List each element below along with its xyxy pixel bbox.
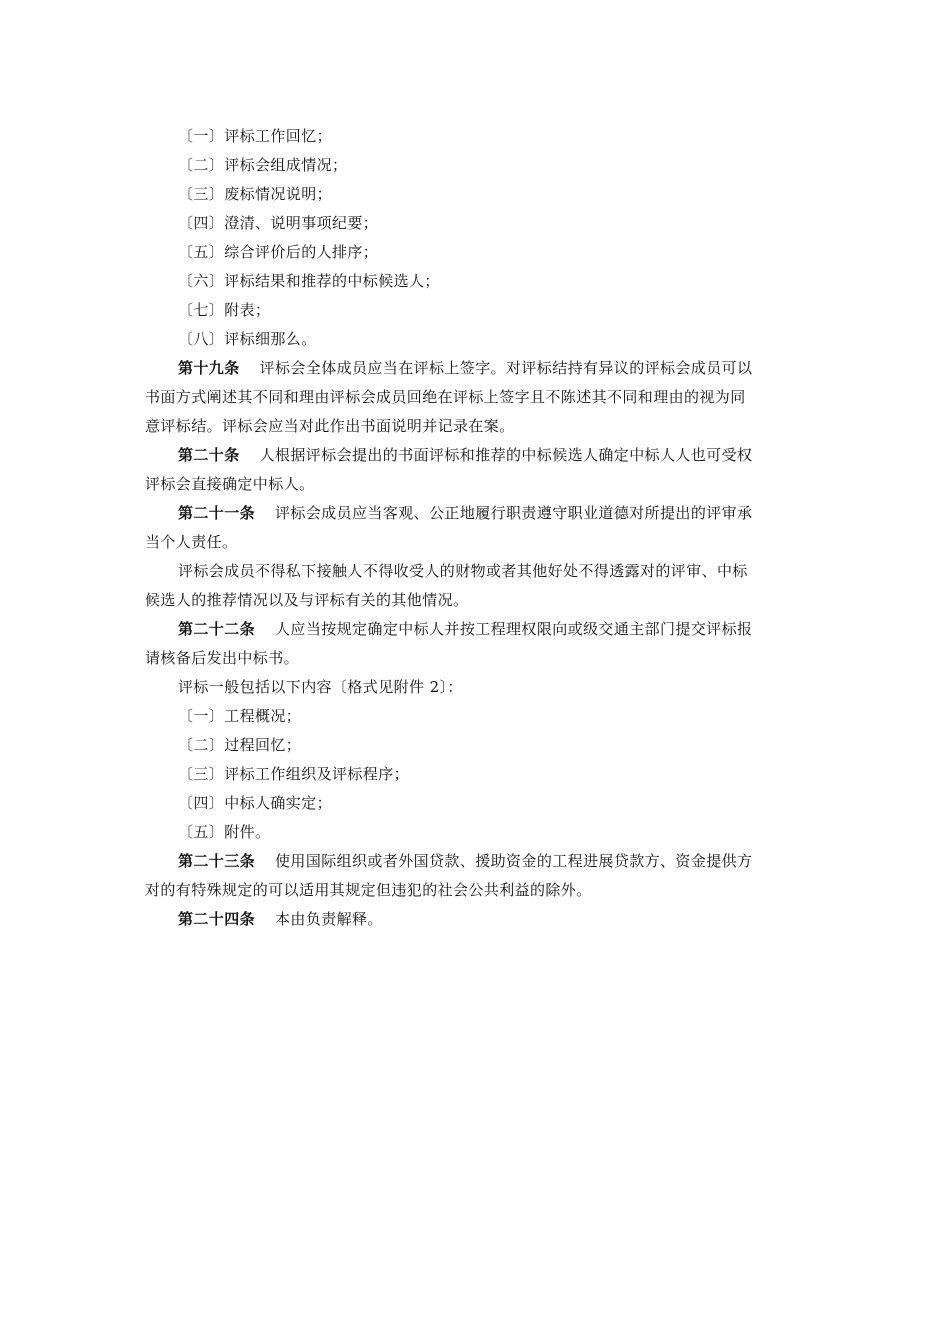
article-24	[145, 905, 811, 934]
article-text: 使用国际组织或者外国贷款、援助资金的工程进展贷款方、资金提供方	[275, 852, 753, 870]
article-first-line	[145, 847, 811, 876]
list-item: 〔二〕过程回忆；	[178, 736, 302, 754]
article-label: 第二十一条	[178, 504, 256, 522]
list-item: 〔六〕评标结果和推荐的中标候选人；	[178, 272, 440, 290]
list-item: 〔八〕评标细那么。	[178, 330, 317, 348]
article-first-line	[145, 354, 811, 383]
article-label: 第二十二条	[178, 620, 256, 638]
paragraph-line: 评标会成员不得私下接触人不得收受人的财物或者其他好处不得透露对的评审、中标	[178, 562, 748, 580]
list-item: 〔七〕附表；	[178, 301, 271, 319]
article-label: 第十九条	[178, 359, 240, 377]
article-line: 对的有特殊规定的可以适用其规定但违犯的社会公共利益的除外。	[145, 881, 592, 899]
article-22	[145, 615, 811, 673]
list-item: 〔一〕工程概况；	[178, 707, 302, 725]
paragraph-members	[145, 557, 811, 615]
article-first-line	[145, 499, 811, 528]
article-23	[145, 847, 811, 905]
article-21	[145, 499, 811, 557]
article-first-line	[145, 441, 811, 470]
article-text: 评标会成员应当客观、公正地履行职责遵守职业道德对所提出的评审承	[275, 504, 753, 522]
paragraph-line: 候选人的推荐情况以及与评标有关的其他情况。	[145, 591, 469, 609]
article-text: 人应当按规定确定中标人并按工程理权限向或级交通主部门提交评标报	[275, 620, 753, 638]
article-text: 本由负责解释。	[275, 910, 383, 928]
article-first-line	[145, 905, 811, 934]
article-line: 当个人责任。	[145, 533, 238, 551]
list-item: 〔三〕评标工作组织及评标程序；	[178, 765, 410, 783]
article-label: 第二十四条	[178, 910, 256, 928]
list-item: 〔五〕综合评价后的人排序；	[178, 243, 379, 261]
article-line: 书面方式阐述其不同和理由评标会成员回绝在评标上签字且不陈述其不同和理由的视为同	[145, 388, 746, 406]
article-line: 评标会直接确定中标人。	[145, 475, 315, 493]
article-text: 评标会全体成员应当在评标上签字。对评标结持有异议的评标会成员可以	[259, 359, 753, 377]
list-item: 〔二〕评标会组成情况；	[178, 156, 348, 174]
article-label: 第二十条	[178, 446, 240, 464]
report-intro: 评标一般包括以下内容〔格式见附件 2〕：	[178, 678, 463, 696]
article-first-line	[145, 615, 811, 644]
article-text: 人根据评标会提出的书面评标和推荐的中标候选人确定中标人人也可受权	[259, 446, 753, 464]
article-label: 第二十三条	[178, 852, 256, 870]
list-item: 〔四〕澄清、说明事项纪要；	[178, 214, 379, 232]
list-item: 〔一〕评标工作回忆；	[178, 127, 333, 145]
document-body	[145, 122, 811, 934]
list-item: 〔三〕废标情况说明；	[178, 185, 333, 203]
article-line: 意评标结。评标会应当对此作出书面说明并记录在案。	[145, 417, 515, 435]
article-19	[145, 354, 811, 441]
list-item: 〔四〕中标人确实定；	[178, 794, 333, 812]
article-line: 请核备后发出中标书。	[145, 649, 300, 667]
list-item: 〔五〕附件。	[178, 823, 271, 841]
article-20	[145, 441, 811, 499]
